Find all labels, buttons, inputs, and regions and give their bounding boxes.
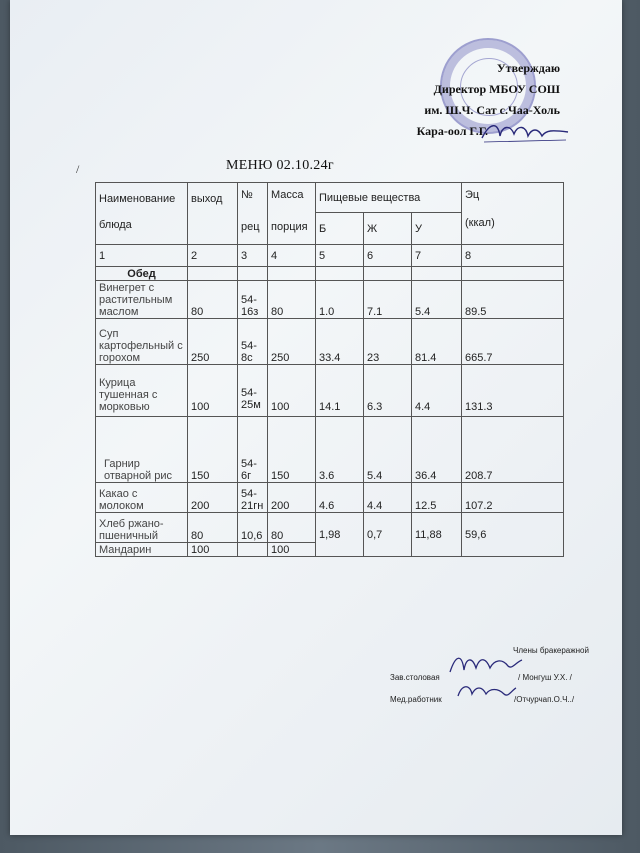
header-fat: Ж bbox=[364, 213, 412, 245]
table-row: Суп картофельный с горохом 250 54-8с 250 33.4 23 81.4 665.7 bbox=[96, 319, 564, 365]
menu-table bbox=[95, 182, 564, 557]
approval-line-2: Директор МБОУ СОШ bbox=[433, 82, 560, 96]
header-carbs: У bbox=[412, 213, 462, 245]
approval-line-3: им. Ш.Ч. Сат с.Чаа-Холь bbox=[424, 103, 560, 117]
commission-title: Члены бракеражной bbox=[513, 646, 589, 655]
medic-label: Мед.работник bbox=[390, 695, 442, 704]
header-protein: Б bbox=[316, 213, 364, 245]
approval-line-1: Утверждаю bbox=[496, 61, 560, 75]
header-nutrients: Пищевые вещества bbox=[316, 183, 462, 213]
header-recipe: № рец bbox=[238, 183, 268, 245]
header-energy: Эц (ккал) bbox=[462, 183, 564, 245]
table-row: Какао с молоком 200 54-21гн 200 4.6 4.4 12.5 107.2 bbox=[96, 483, 564, 513]
table-row: Хлеб ржано-пшеничный 80 10,6 80 1,98 0,7 11,88 59,6 bbox=[96, 513, 564, 543]
table-row: Винегрет с растительным маслом 80 54-16з 80 1.0 7.1 5.4 89.5 bbox=[96, 281, 564, 319]
approval-line-4: Кара-оол Г.Г. bbox=[416, 124, 488, 138]
section-row bbox=[96, 267, 564, 281]
menu-title: МЕНЮ 02.10.24г bbox=[226, 158, 334, 173]
medic-name: /Отчурчап.О.Ч../ bbox=[514, 695, 575, 704]
canteen-signature bbox=[446, 650, 526, 680]
stray-mark: / bbox=[76, 162, 80, 176]
canteen-name: / Монгуш У.Х. / bbox=[518, 673, 572, 682]
section-lunch: Обед bbox=[96, 267, 188, 281]
menu-document bbox=[10, 0, 622, 835]
header-mass: Масса порция bbox=[268, 183, 316, 245]
director-signature bbox=[480, 118, 570, 148]
header-yield: выход bbox=[188, 183, 238, 245]
table-row: Курица тушенная с морковью 100 54-25м 100 14.1 6.3 4.4 131.3 bbox=[96, 365, 564, 417]
header-dish-name: Наименование блюда bbox=[96, 183, 188, 245]
medic-signature bbox=[454, 680, 520, 704]
table-row: Мандарин 100 100 bbox=[96, 543, 564, 557]
index-row: 1 2 3 4 5 6 7 8 bbox=[96, 245, 564, 267]
table-row: Гарнир отварной рис 150 54-6г 150 3.6 5.4 36.4 208.7 bbox=[96, 417, 564, 483]
canteen-label: Зав.столовая bbox=[390, 673, 440, 682]
